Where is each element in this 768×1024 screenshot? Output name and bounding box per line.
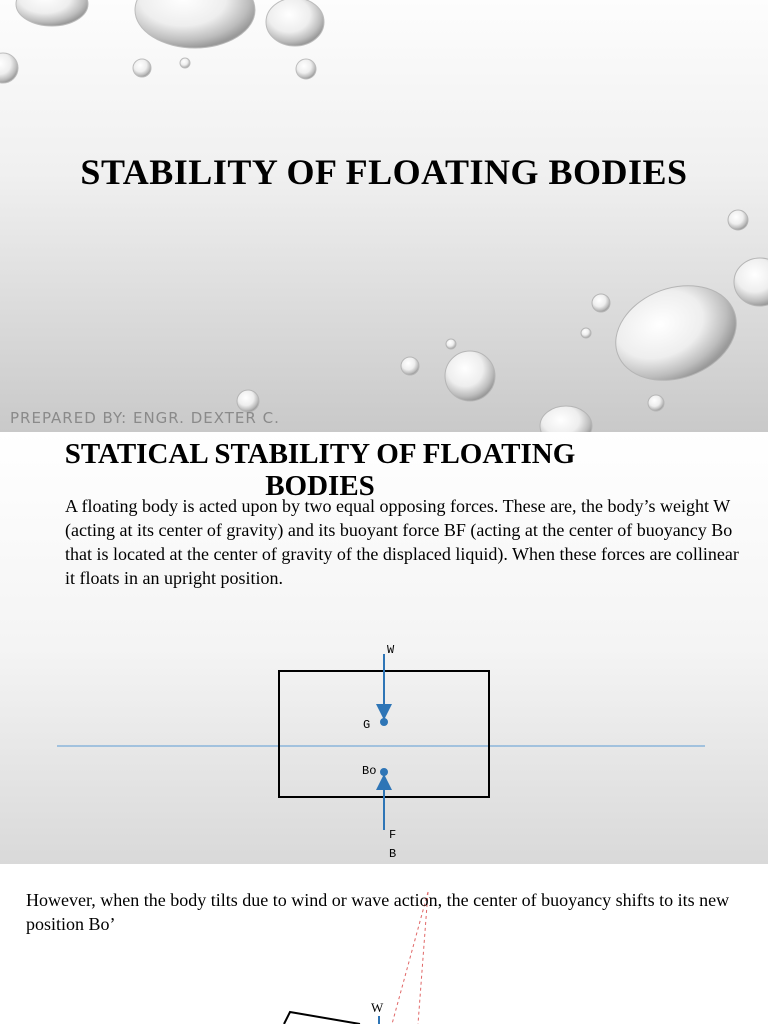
gravity-label: G (363, 718, 371, 732)
prepared-by-text: PREPARED BY: ENGR. DEXTER C. (10, 409, 280, 427)
droplet (266, 0, 324, 46)
droplet (16, 0, 88, 26)
weight-label: W (387, 643, 395, 657)
droplet (445, 351, 495, 401)
droplet (581, 328, 591, 338)
droplet (540, 406, 592, 432)
weight-label: W (371, 1000, 384, 1015)
buoyancy-center-label: Bo (362, 764, 377, 778)
statical-stability-slide (0, 432, 768, 864)
title-slide (0, 0, 768, 432)
droplet (180, 58, 190, 68)
droplet (133, 59, 151, 77)
droplet (728, 210, 748, 230)
droplet (296, 59, 316, 79)
slide-paragraph: However, when the body tilts due to wind or wave action, the center of buoyancy shifts to its new position Bo’ (26, 890, 730, 934)
droplet (401, 357, 419, 375)
slide-title: STABILITY OF FLOATING BODIES (80, 152, 688, 192)
water-droplets-decoration (0, 0, 768, 432)
buoyant-force-label-f: F (389, 828, 397, 842)
center-of-buoyancy-point (380, 768, 388, 776)
slide-paragraph: A floating body is acted upon by two equal opposing forces. These are, the body’s weight W (acting at its center of gravity) and its buoyant force BF (acting at the center of buoyancy Bo that is located at the center of gravity of the displaced liquid). When these forces are collinear it floats in an upright position. (65, 496, 739, 588)
tilted-body-slide (0, 864, 768, 1024)
slide-title: STATICAL STABILITY OF FLOATING BODIES (64, 438, 576, 502)
tilted-body-edge (284, 1012, 360, 1024)
droplet (592, 294, 610, 312)
droplet (734, 258, 768, 306)
droplet (602, 270, 749, 397)
droplet (648, 395, 664, 411)
droplet (0, 53, 18, 83)
buoyant-force-label-b: B (389, 847, 397, 861)
droplet (446, 339, 456, 349)
droplet (135, 0, 255, 48)
center-of-gravity-point (380, 718, 388, 726)
